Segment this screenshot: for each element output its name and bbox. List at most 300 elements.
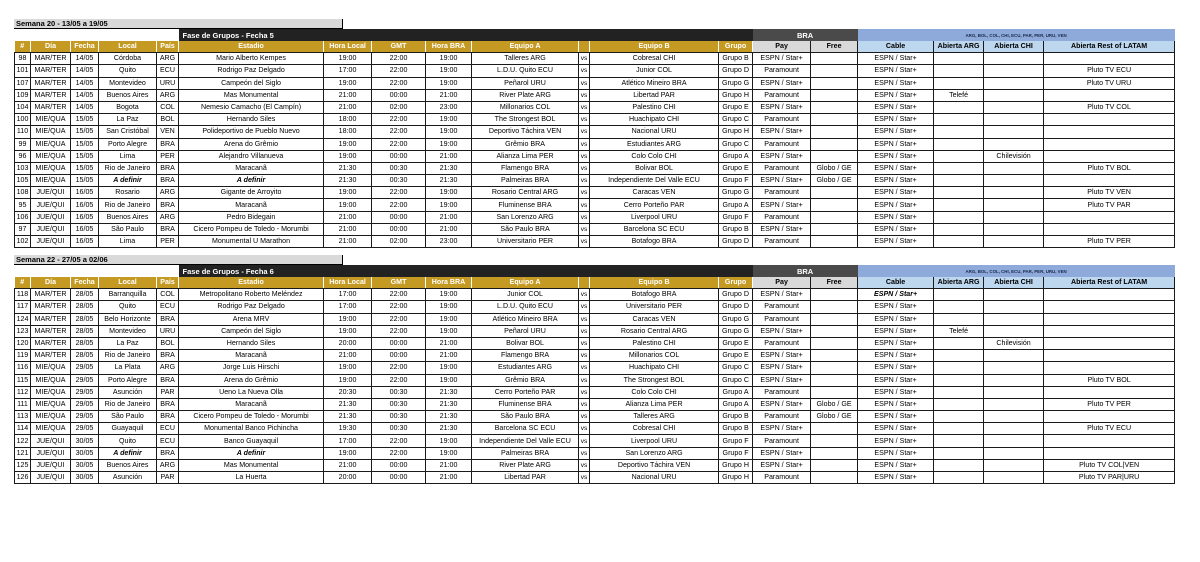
open-chi-channel: [984, 301, 1044, 313]
bra-time: 19:00: [426, 301, 472, 313]
group: Grupo E: [719, 337, 753, 349]
stadium: Maracanã: [179, 350, 324, 362]
cable-channel: ESPN / Star+: [858, 362, 934, 374]
pay-channel: Paramount: [753, 301, 811, 313]
gmt-time: 00:00: [372, 89, 426, 101]
pay-channel: ESPN / Star+: [753, 289, 811, 301]
latam-banner: ARG, BOL, COL, CHI, ECU, PAR, PER, URU, VEN: [858, 265, 1175, 277]
stadium: Campeón del Siglo: [179, 325, 324, 337]
open-chi-channel: [984, 472, 1044, 484]
column-header-city: Local: [99, 277, 157, 289]
match-number: 97: [15, 223, 31, 235]
team-b: Liverpool URU: [590, 435, 719, 447]
day: MAR/TER: [31, 53, 71, 65]
team-a: Barcelona SC ECU: [472, 423, 579, 435]
group: Grupo D: [719, 65, 753, 77]
stadium: Cicero Pompeu de Toledo - Morumbi: [179, 411, 324, 423]
vs-label: vs: [579, 101, 590, 113]
vs-label: vs: [579, 325, 590, 337]
match-number: 118: [15, 289, 31, 301]
pay-channel: Paramount: [753, 211, 811, 223]
date: 16/05: [71, 236, 99, 248]
open-chi-channel: [984, 386, 1044, 398]
date: 15/05: [71, 150, 99, 162]
pay-channel: Paramount: [753, 65, 811, 77]
pay-channel: Paramount: [753, 337, 811, 349]
cable-channel: ESPN / Star+: [858, 65, 934, 77]
vs-label: vs: [579, 126, 590, 138]
vs-label: vs: [579, 386, 590, 398]
group: Grupo D: [719, 301, 753, 313]
free-channel: [811, 386, 858, 398]
pay-channel: ESPN / Star+: [753, 199, 811, 211]
country: BRA: [157, 199, 179, 211]
match-number: 113: [15, 411, 31, 423]
team-a: Bolivar BOL: [472, 337, 579, 349]
column-header-bra-time: Hora BRA: [426, 41, 472, 53]
free-channel: [811, 223, 858, 235]
country: VEN: [157, 126, 179, 138]
group: Grupo F: [719, 435, 753, 447]
cable-channel: ESPN / Star+: [858, 447, 934, 459]
city: Quito: [99, 435, 157, 447]
city: Montevideo: [99, 77, 157, 89]
vs-label: vs: [579, 236, 590, 248]
date: 15/05: [71, 114, 99, 126]
date: 28/05: [71, 313, 99, 325]
day: MIE/QUA: [31, 114, 71, 126]
cable-channel: ESPN / Star+: [858, 114, 934, 126]
city: A definir: [99, 175, 157, 187]
city: Rosario: [99, 187, 157, 199]
local-time: 21:30: [324, 398, 372, 410]
open-arg-channel: [934, 65, 984, 77]
column-header-open-arg-channel: Abierta ARG: [934, 41, 984, 53]
date: 28/05: [71, 337, 99, 349]
open-arg-channel: [934, 126, 984, 138]
column-header-group: Grupo: [719, 277, 753, 289]
pay-channel: ESPN / Star+: [753, 53, 811, 65]
local-time: 19:00: [324, 447, 372, 459]
team-b: Palestino CHI: [590, 337, 719, 349]
day: MAR/TER: [31, 101, 71, 113]
match-number: 110: [15, 126, 31, 138]
bra-time: 21:00: [426, 211, 472, 223]
open-arg-channel: [934, 162, 984, 174]
banner-spacer: [15, 29, 179, 41]
open-latam-channel: Pluto TV PER: [1044, 398, 1175, 410]
local-time: 17:00: [324, 289, 372, 301]
vs-label: vs: [579, 53, 590, 65]
team-a: Grêmio BRA: [472, 374, 579, 386]
cable-channel: ESPN / Star+: [858, 236, 934, 248]
stadium: Banco Guayaquil: [179, 435, 324, 447]
city: Rio de Janeiro: [99, 162, 157, 174]
match-number: 111: [15, 398, 31, 410]
open-latam-channel: [1044, 175, 1175, 187]
match-row: [15, 350, 1175, 362]
stadium: Arena do Grêmio: [179, 138, 324, 150]
open-arg-channel: [934, 150, 984, 162]
local-time: 19:00: [324, 199, 372, 211]
gmt-time: 22:00: [372, 374, 426, 386]
free-channel: [811, 89, 858, 101]
team-b: Junior COL: [590, 65, 719, 77]
gmt-time: 22:00: [372, 114, 426, 126]
phase-banner-row: [15, 265, 1175, 277]
city: Lima: [99, 150, 157, 162]
day: MIE/QUA: [31, 138, 71, 150]
date: 15/05: [71, 175, 99, 187]
local-time: 19:30: [324, 423, 372, 435]
gmt-time: 02:00: [372, 236, 426, 248]
day: MAR/TER: [31, 65, 71, 77]
pay-channel: Paramount: [753, 472, 811, 484]
team-a: São Paulo BRA: [472, 411, 579, 423]
cable-channel: ESPN / Star+: [858, 386, 934, 398]
date: 14/05: [71, 101, 99, 113]
open-latam-channel: Pluto TV URU: [1044, 77, 1175, 89]
pay-channel: ESPN / Star+: [753, 362, 811, 374]
open-chi-channel: [984, 53, 1044, 65]
bra-time: 19:00: [426, 374, 472, 386]
open-arg-channel: [934, 398, 984, 410]
bra-time: 21:30: [426, 386, 472, 398]
city: Guayaquil: [99, 423, 157, 435]
local-time: 21:00: [324, 350, 372, 362]
open-arg-channel: [934, 199, 984, 211]
match-row: [15, 150, 1175, 162]
team-b: Deportivo Táchira VEN: [590, 459, 719, 471]
day: JUE/QUI: [31, 187, 71, 199]
open-latam-channel: [1044, 325, 1175, 337]
team-a: Peñarol URU: [472, 77, 579, 89]
country: BRA: [157, 447, 179, 459]
gmt-time: 00:00: [372, 223, 426, 235]
team-a: Flamengo BRA: [472, 162, 579, 174]
bra-time: 23:00: [426, 101, 472, 113]
match-row: [15, 374, 1175, 386]
open-latam-channel: Pluto TV COL|VEN: [1044, 459, 1175, 471]
team-a: Atlético Mineiro BRA: [472, 313, 579, 325]
pay-channel: Paramount: [753, 236, 811, 248]
country: BOL: [157, 337, 179, 349]
schedule-table: [14, 29, 1175, 248]
vs-label: vs: [579, 423, 590, 435]
open-latam-channel: Pluto TV VEN: [1044, 187, 1175, 199]
vs-label: vs: [579, 337, 590, 349]
cable-channel: ESPN / Star+: [858, 374, 934, 386]
team-b: Millonarios COL: [590, 350, 719, 362]
cable-channel: ESPN / Star+: [858, 53, 934, 65]
open-arg-channel: [934, 472, 984, 484]
team-b: Nacional URU: [590, 126, 719, 138]
date: 15/05: [71, 126, 99, 138]
open-arg-channel: [934, 175, 984, 187]
open-arg-channel: [934, 459, 984, 471]
date: 30/05: [71, 472, 99, 484]
country: ARG: [157, 89, 179, 101]
open-chi-channel: [984, 114, 1044, 126]
bra-banner: BRA: [753, 265, 858, 277]
country: BRA: [157, 411, 179, 423]
open-chi-channel: [984, 398, 1044, 410]
pay-channel: Paramount: [753, 435, 811, 447]
column-header-cable-channel: Cable: [858, 277, 934, 289]
vs-label: vs: [579, 77, 590, 89]
match-number: 115: [15, 374, 31, 386]
column-header-local-time: Hora Local: [324, 41, 372, 53]
country: BRA: [157, 398, 179, 410]
free-channel: [811, 472, 858, 484]
match-row: [15, 223, 1175, 235]
group: Grupo H: [719, 472, 753, 484]
match-number: 106: [15, 211, 31, 223]
gmt-time: 22:00: [372, 301, 426, 313]
team-a: L.D.U. Quito ECU: [472, 65, 579, 77]
gmt-time: 00:30: [372, 386, 426, 398]
match-number: 104: [15, 101, 31, 113]
city: Buenos Aires: [99, 459, 157, 471]
match-row: [15, 289, 1175, 301]
vs-label: vs: [579, 150, 590, 162]
free-channel: [811, 53, 858, 65]
open-arg-channel: [934, 77, 984, 89]
team-b: Caracas VEN: [590, 313, 719, 325]
local-time: 17:00: [324, 435, 372, 447]
bra-time: 21:00: [426, 350, 472, 362]
free-channel: [811, 65, 858, 77]
cable-channel: ESPN / Star+: [858, 101, 934, 113]
free-channel: [811, 447, 858, 459]
day: MAR/TER: [31, 325, 71, 337]
country: ARG: [157, 187, 179, 199]
stadium: Ueno La Nueva Olla: [179, 386, 324, 398]
open-arg-channel: [934, 101, 984, 113]
vs-label: vs: [579, 175, 590, 187]
open-arg-channel: [934, 53, 984, 65]
vs-label: vs: [579, 65, 590, 77]
free-channel: [811, 101, 858, 113]
column-header-day: Día: [31, 277, 71, 289]
open-chi-channel: [984, 236, 1044, 248]
cable-channel: ESPN / Star+: [858, 398, 934, 410]
city: Rio de Janeiro: [99, 199, 157, 211]
match-number: 100: [15, 114, 31, 126]
pay-channel: ESPN / Star+: [753, 398, 811, 410]
team-b: San Lorenzo ARG: [590, 447, 719, 459]
match-row: [15, 126, 1175, 138]
free-channel: [811, 289, 858, 301]
group: Grupo F: [719, 211, 753, 223]
gmt-time: 22:00: [372, 126, 426, 138]
team-a: Fluminense BRA: [472, 199, 579, 211]
match-number: 126: [15, 472, 31, 484]
local-time: 18:00: [324, 126, 372, 138]
team-a: L.D.U. Quito ECU: [472, 301, 579, 313]
open-latam-channel: [1044, 435, 1175, 447]
day: JUE/QUI: [31, 199, 71, 211]
cable-channel: ESPN / Star+: [858, 325, 934, 337]
vs-label: vs: [579, 411, 590, 423]
date: 29/05: [71, 386, 99, 398]
match-number: 99: [15, 138, 31, 150]
group: Grupo B: [719, 223, 753, 235]
pay-channel: Paramount: [753, 138, 811, 150]
free-channel: Globo / GE: [811, 398, 858, 410]
date: 15/05: [71, 138, 99, 150]
free-channel: [811, 114, 858, 126]
open-arg-channel: [934, 374, 984, 386]
team-a: Fluminense BRA: [472, 398, 579, 410]
city: Buenos Aires: [99, 211, 157, 223]
vs-label: vs: [579, 162, 590, 174]
country: ARG: [157, 211, 179, 223]
open-latam-channel: Pluto TV PER: [1044, 236, 1175, 248]
open-chi-channel: [984, 350, 1044, 362]
group: Grupo A: [719, 150, 753, 162]
match-number: 123: [15, 325, 31, 337]
stadium: Metropolitano Roberto Meléndez: [179, 289, 324, 301]
team-b: Atlético Mineiro BRA: [590, 77, 719, 89]
open-latam-channel: Pluto TV ECU: [1044, 65, 1175, 77]
day: MIE/QUA: [31, 362, 71, 374]
day: JUE/QUI: [31, 447, 71, 459]
pay-channel: Paramount: [753, 187, 811, 199]
column-header-open-chi-channel: Abierta CHI: [984, 277, 1044, 289]
match-row: [15, 313, 1175, 325]
bra-time: 19:00: [426, 138, 472, 150]
free-channel: [811, 199, 858, 211]
cable-channel: ESPN / Star+: [858, 175, 934, 187]
stadium: A definir: [179, 175, 324, 187]
day: MAR/TER: [31, 89, 71, 101]
group: Grupo A: [719, 199, 753, 211]
column-header-pay-channel: Pay: [753, 41, 811, 53]
open-arg-channel: Telefé: [934, 89, 984, 101]
bra-time: 21:30: [426, 411, 472, 423]
match-number: 98: [15, 53, 31, 65]
column-header-open-latam-channel: Abierta Rest of LATAM: [1044, 277, 1175, 289]
match-row: [15, 187, 1175, 199]
city: Barranquilla: [99, 289, 157, 301]
open-arg-channel: [934, 223, 984, 235]
day: MIE/QUA: [31, 374, 71, 386]
open-arg-channel: [934, 386, 984, 398]
open-latam-channel: [1044, 337, 1175, 349]
bra-time: 19:00: [426, 362, 472, 374]
match-number: 95: [15, 199, 31, 211]
open-chi-channel: [984, 138, 1044, 150]
free-channel: [811, 77, 858, 89]
open-chi-channel: [984, 175, 1044, 187]
team-b: Cobresal CHI: [590, 53, 719, 65]
city: La Paz: [99, 114, 157, 126]
team-a: Palmeiras BRA: [472, 175, 579, 187]
day: MIE/QUA: [31, 423, 71, 435]
team-b: Liverpool URU: [590, 211, 719, 223]
match-number: 121: [15, 447, 31, 459]
vs-label: vs: [579, 211, 590, 223]
open-chi-channel: [984, 101, 1044, 113]
vs-label: vs: [579, 114, 590, 126]
vs-label: vs: [579, 289, 590, 301]
column-header-date: Fecha: [71, 41, 99, 53]
local-time: 21:00: [324, 223, 372, 235]
match-number: 116: [15, 362, 31, 374]
column-header-open-chi-channel: Abierta CHI: [984, 41, 1044, 53]
column-header-date: Fecha: [71, 277, 99, 289]
stadium: Hernando Siles: [179, 114, 324, 126]
country: BRA: [157, 175, 179, 187]
local-time: 20:30: [324, 386, 372, 398]
match-row: [15, 114, 1175, 126]
match-row: [15, 77, 1175, 89]
match-row: [15, 435, 1175, 447]
stadium: Maracanã: [179, 162, 324, 174]
cable-channel: ESPN / Star+: [858, 411, 934, 423]
country: BRA: [157, 138, 179, 150]
bra-time: 21:30: [426, 423, 472, 435]
stadium: Hernando Siles: [179, 337, 324, 349]
cable-channel: ESPN / Star+: [858, 223, 934, 235]
match-row: [15, 301, 1175, 313]
date: 14/05: [71, 65, 99, 77]
stadium: Maracanã: [179, 398, 324, 410]
open-latam-channel: [1044, 313, 1175, 325]
country: BRA: [157, 374, 179, 386]
team-b: Colo Colo CHI: [590, 150, 719, 162]
open-latam-channel: [1044, 114, 1175, 126]
group: Grupo D: [719, 289, 753, 301]
pay-channel: ESPN / Star+: [753, 101, 811, 113]
cable-channel: ESPN / Star+: [858, 138, 934, 150]
day: MAR/TER: [31, 301, 71, 313]
group: Grupo F: [719, 447, 753, 459]
city: San Cristóbal: [99, 126, 157, 138]
pay-channel: Paramount: [753, 386, 811, 398]
country: ECU: [157, 435, 179, 447]
open-chi-channel: [984, 65, 1044, 77]
banner-spacer: [15, 265, 179, 277]
stadium: Pedro Bidegain: [179, 211, 324, 223]
match-row: [15, 447, 1175, 459]
stadium: Arena MRV: [179, 313, 324, 325]
team-a: Rosario Central ARG: [472, 187, 579, 199]
team-b: Huachipato CHI: [590, 114, 719, 126]
gmt-time: 00:00: [372, 472, 426, 484]
free-channel: [811, 435, 858, 447]
city: Quito: [99, 301, 157, 313]
cable-channel: ESPN / Star+: [858, 289, 934, 301]
date: 16/05: [71, 223, 99, 235]
bra-time: 19:00: [426, 289, 472, 301]
group: Grupo E: [719, 101, 753, 113]
open-chi-channel: [984, 162, 1044, 174]
open-latam-channel: [1044, 447, 1175, 459]
day: MIE/QUA: [31, 162, 71, 174]
city: São Paulo: [99, 223, 157, 235]
free-channel: [811, 423, 858, 435]
open-latam-channel: [1044, 411, 1175, 423]
bra-time: 21:00: [426, 459, 472, 471]
open-latam-channel: [1044, 138, 1175, 150]
vs-label: vs: [579, 199, 590, 211]
open-arg-channel: [934, 301, 984, 313]
day: JUE/QUI: [31, 435, 71, 447]
gmt-time: 22:00: [372, 65, 426, 77]
city: Rio de Janeiro: [99, 350, 157, 362]
